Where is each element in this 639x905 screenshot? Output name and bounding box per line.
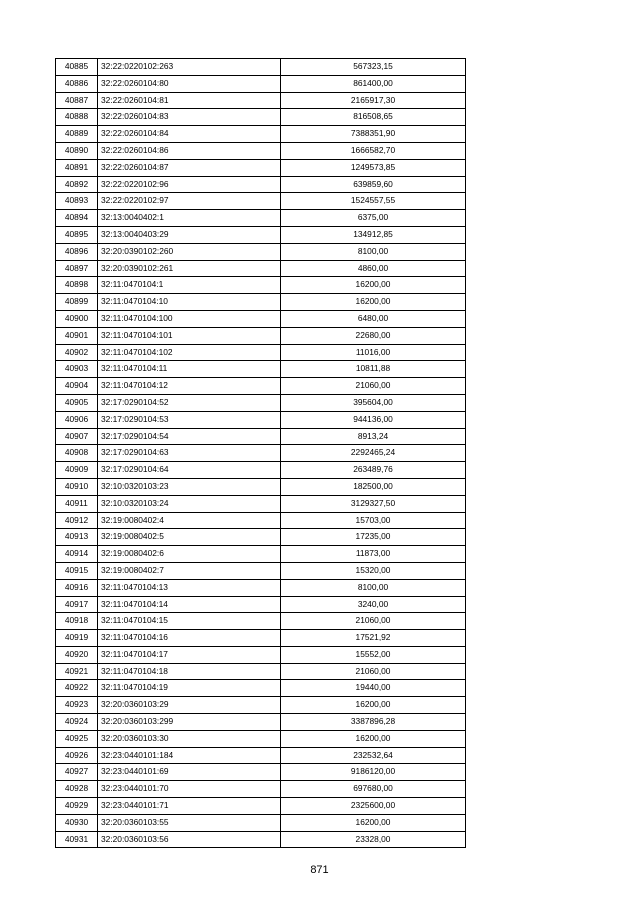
value-cell: 17235,00 (281, 529, 466, 546)
table-row (56, 109, 466, 126)
row-number-cell: 40922 (56, 680, 98, 697)
cadastral-number-cell: 32:17:0290104:52 (98, 394, 281, 411)
cadastral-number-cell: 32:11:0470104:100 (98, 310, 281, 327)
cadastral-number-cell: 32:19:0080402:5 (98, 529, 281, 546)
value-cell: 16200,00 (281, 697, 466, 714)
table-row (56, 361, 466, 378)
table-row (56, 814, 466, 831)
value-cell: 6480,00 (281, 310, 466, 327)
table-row (56, 75, 466, 92)
table-row (56, 193, 466, 210)
row-number-cell: 40920 (56, 646, 98, 663)
row-number-cell: 40910 (56, 478, 98, 495)
value-cell: 22680,00 (281, 327, 466, 344)
row-number-cell: 40919 (56, 630, 98, 647)
value-cell: 395604,00 (281, 394, 466, 411)
data-table (55, 58, 466, 848)
row-number-cell: 40929 (56, 798, 98, 815)
table-row (56, 646, 466, 663)
cadastral-number-cell: 32:20:0360103:299 (98, 714, 281, 731)
row-number-cell: 40900 (56, 310, 98, 327)
cadastral-number-cell: 32:20:0390102:261 (98, 260, 281, 277)
table-row (56, 663, 466, 680)
cadastral-number-cell: 32:23:0440101:184 (98, 747, 281, 764)
cadastral-number-cell: 32:22:0260104:86 (98, 142, 281, 159)
row-number-cell: 40913 (56, 529, 98, 546)
value-cell: 944136,00 (281, 411, 466, 428)
table-row (56, 781, 466, 798)
cadastral-number-cell: 32:13:0040402:1 (98, 210, 281, 227)
cadastral-number-cell: 32:11:0470104:14 (98, 596, 281, 613)
cadastral-number-cell: 32:22:0260104:83 (98, 109, 281, 126)
cadastral-number-cell: 32:19:0080402:4 (98, 512, 281, 529)
table-row (56, 462, 466, 479)
table-row (56, 159, 466, 176)
row-number-cell: 40896 (56, 243, 98, 260)
value-cell: 3240,00 (281, 596, 466, 613)
cadastral-number-cell: 32:13:0040403:29 (98, 226, 281, 243)
row-number-cell: 40894 (56, 210, 98, 227)
row-number-cell: 40916 (56, 579, 98, 596)
row-number-cell: 40889 (56, 126, 98, 143)
table-row (56, 714, 466, 731)
table-row (56, 613, 466, 630)
value-cell: 2165917,30 (281, 92, 466, 109)
table-row (56, 764, 466, 781)
cadastral-number-cell: 32:11:0470104:19 (98, 680, 281, 697)
table-row (56, 495, 466, 512)
value-cell: 1524557,55 (281, 193, 466, 210)
cadastral-number-cell: 32:11:0470104:15 (98, 613, 281, 630)
value-cell: 2325600,00 (281, 798, 466, 815)
cadastral-number-cell: 32:17:0290104:63 (98, 445, 281, 462)
row-number-cell: 40897 (56, 260, 98, 277)
row-number-cell: 40914 (56, 546, 98, 563)
value-cell: 16200,00 (281, 277, 466, 294)
value-cell: 11016,00 (281, 344, 466, 361)
value-cell: 697680,00 (281, 781, 466, 798)
value-cell: 816508,65 (281, 109, 466, 126)
row-number-cell: 40918 (56, 613, 98, 630)
table-body (56, 59, 466, 848)
row-number-cell: 40912 (56, 512, 98, 529)
row-number-cell: 40927 (56, 764, 98, 781)
value-cell: 182500,00 (281, 478, 466, 495)
row-number-cell: 40903 (56, 361, 98, 378)
row-number-cell: 40898 (56, 277, 98, 294)
value-cell: 21060,00 (281, 378, 466, 395)
value-cell: 6375,00 (281, 210, 466, 227)
table-row (56, 294, 466, 311)
table-row (56, 630, 466, 647)
row-number-cell: 40930 (56, 814, 98, 831)
row-number-cell: 40921 (56, 663, 98, 680)
value-cell: 17521,92 (281, 630, 466, 647)
row-number-cell: 40905 (56, 394, 98, 411)
table-row (56, 310, 466, 327)
cadastral-number-cell: 32:23:0440101:71 (98, 798, 281, 815)
value-cell: 16200,00 (281, 730, 466, 747)
cadastral-number-cell: 32:11:0470104:16 (98, 630, 281, 647)
row-number-cell: 40931 (56, 831, 98, 848)
table-row (56, 529, 466, 546)
row-number-cell: 40899 (56, 294, 98, 311)
value-cell: 16200,00 (281, 814, 466, 831)
table-row (56, 428, 466, 445)
value-cell: 21060,00 (281, 613, 466, 630)
table-row (56, 92, 466, 109)
cadastral-number-cell: 32:11:0470104:10 (98, 294, 281, 311)
cadastral-number-cell: 32:20:0390102:260 (98, 243, 281, 260)
value-cell: 3387896,28 (281, 714, 466, 731)
cadastral-number-cell: 32:22:0260104:87 (98, 159, 281, 176)
table-row (56, 243, 466, 260)
row-number-cell: 40917 (56, 596, 98, 613)
row-number-cell: 40895 (56, 226, 98, 243)
value-cell: 7388351,90 (281, 126, 466, 143)
value-cell: 9186120,00 (281, 764, 466, 781)
row-number-cell: 40911 (56, 495, 98, 512)
row-number-cell: 40893 (56, 193, 98, 210)
table-row (56, 260, 466, 277)
row-number-cell: 40904 (56, 378, 98, 395)
row-number-cell: 40888 (56, 109, 98, 126)
cadastral-number-cell: 32:11:0470104:101 (98, 327, 281, 344)
cadastral-number-cell: 32:10:0320103:24 (98, 495, 281, 512)
value-cell: 10811,88 (281, 361, 466, 378)
table-row (56, 59, 466, 76)
cadastral-number-cell: 32:11:0470104:13 (98, 579, 281, 596)
row-number-cell: 40886 (56, 75, 98, 92)
row-number-cell: 40902 (56, 344, 98, 361)
value-cell: 8913,24 (281, 428, 466, 445)
value-cell: 15703,00 (281, 512, 466, 529)
row-number-cell: 40907 (56, 428, 98, 445)
cadastral-number-cell: 32:22:0260104:80 (98, 75, 281, 92)
table-row (56, 327, 466, 344)
table-row (56, 546, 466, 563)
row-number-cell: 40885 (56, 59, 98, 76)
cadastral-number-cell: 32:22:0220102:263 (98, 59, 281, 76)
row-number-cell: 40923 (56, 697, 98, 714)
cadastral-number-cell: 32:17:0290104:53 (98, 411, 281, 428)
cadastral-number-cell: 32:22:0220102:97 (98, 193, 281, 210)
row-number-cell: 40908 (56, 445, 98, 462)
value-cell: 232532,64 (281, 747, 466, 764)
cadastral-number-cell: 32:22:0220102:96 (98, 176, 281, 193)
table-row (56, 176, 466, 193)
value-cell: 23328,00 (281, 831, 466, 848)
table-row (56, 142, 466, 159)
table-row (56, 411, 466, 428)
value-cell: 1666582,70 (281, 142, 466, 159)
cadastral-number-cell: 32:17:0290104:54 (98, 428, 281, 445)
row-number-cell: 40906 (56, 411, 98, 428)
cadastral-number-cell: 32:11:0470104:102 (98, 344, 281, 361)
value-cell: 19440,00 (281, 680, 466, 697)
cadastral-number-cell: 32:20:0360103:29 (98, 697, 281, 714)
table-row (56, 747, 466, 764)
cadastral-number-cell: 32:17:0290104:64 (98, 462, 281, 479)
table-row (56, 445, 466, 462)
cadastral-number-cell: 32:20:0360103:30 (98, 730, 281, 747)
value-cell: 16200,00 (281, 294, 466, 311)
cadastral-number-cell: 32:11:0470104:18 (98, 663, 281, 680)
cadastral-number-cell: 32:23:0440101:69 (98, 764, 281, 781)
page-number: 871 (310, 864, 329, 876)
value-cell: 263489,76 (281, 462, 466, 479)
value-cell: 21060,00 (281, 663, 466, 680)
table-row (56, 210, 466, 227)
cadastral-number-cell: 32:19:0080402:6 (98, 546, 281, 563)
value-cell: 11873,00 (281, 546, 466, 563)
row-number-cell: 40891 (56, 159, 98, 176)
cadastral-number-cell: 32:22:0260104:84 (98, 126, 281, 143)
cadastral-number-cell: 32:20:0360103:56 (98, 831, 281, 848)
cadastral-number-cell: 32:11:0470104:1 (98, 277, 281, 294)
value-cell: 3129327,50 (281, 495, 466, 512)
value-cell: 8100,00 (281, 243, 466, 260)
row-number-cell: 40890 (56, 142, 98, 159)
table-row (56, 596, 466, 613)
value-cell: 134912,85 (281, 226, 466, 243)
cadastral-number-cell: 32:19:0080402:7 (98, 562, 281, 579)
row-number-cell: 40915 (56, 562, 98, 579)
row-number-cell: 40901 (56, 327, 98, 344)
row-number-cell: 40926 (56, 747, 98, 764)
table-row (56, 378, 466, 395)
row-number-cell: 40909 (56, 462, 98, 479)
cadastral-number-cell: 32:23:0440101:70 (98, 781, 281, 798)
table-row (56, 478, 466, 495)
value-cell: 8100,00 (281, 579, 466, 596)
cadastral-number-cell: 32:10:0320103:23 (98, 478, 281, 495)
value-cell: 567323,15 (281, 59, 466, 76)
cadastral-number-cell: 32:22:0260104:81 (98, 92, 281, 109)
value-cell: 2292465,24 (281, 445, 466, 462)
row-number-cell: 40925 (56, 730, 98, 747)
table-row (56, 394, 466, 411)
table-row (56, 512, 466, 529)
table-row (56, 798, 466, 815)
value-cell: 861400,00 (281, 75, 466, 92)
table-row (56, 579, 466, 596)
row-number-cell: 40928 (56, 781, 98, 798)
table-row (56, 126, 466, 143)
value-cell: 15320,00 (281, 562, 466, 579)
value-cell: 4860,00 (281, 260, 466, 277)
cadastral-number-cell: 32:20:0360103:55 (98, 814, 281, 831)
table-row (56, 226, 466, 243)
cadastral-number-cell: 32:11:0470104:11 (98, 361, 281, 378)
table-row (56, 831, 466, 848)
table-row (56, 277, 466, 294)
table-row (56, 344, 466, 361)
table-row (56, 730, 466, 747)
cadastral-number-cell: 32:11:0470104:17 (98, 646, 281, 663)
cadastral-number-cell: 32:11:0470104:12 (98, 378, 281, 395)
value-cell: 1249573,85 (281, 159, 466, 176)
table-row (56, 680, 466, 697)
row-number-cell: 40924 (56, 714, 98, 731)
row-number-cell: 40892 (56, 176, 98, 193)
value-cell: 639859,60 (281, 176, 466, 193)
row-number-cell: 40887 (56, 92, 98, 109)
table-row (56, 697, 466, 714)
value-cell: 15552,00 (281, 646, 466, 663)
table-row (56, 562, 466, 579)
